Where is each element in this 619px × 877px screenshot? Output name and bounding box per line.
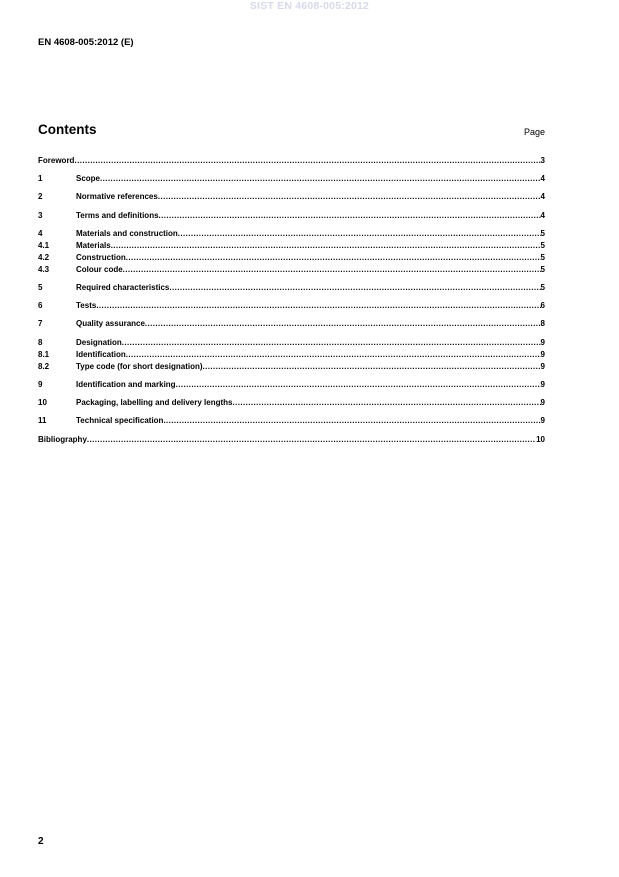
toc-entry-number: 4.1	[38, 241, 50, 250]
toc-entry-foreword[interactable]	[38, 155, 545, 167]
toc-entry-page: 9	[540, 416, 545, 425]
toc-entry-1[interactable]	[38, 173, 545, 185]
contents-title: Contents	[38, 122, 97, 137]
toc-entry-title: Required characteristics	[76, 283, 170, 292]
toc-dot-leader	[169, 282, 540, 294]
toc-entry-page: 5	[540, 253, 545, 262]
toc-entry-page: 9	[540, 398, 545, 407]
toc-entry-page: 8	[540, 319, 545, 328]
toc-dot-leader	[176, 379, 541, 391]
toc-dot-leader	[145, 318, 541, 330]
toc-entry-number: 4.3	[38, 265, 50, 274]
toc-entry-8-1[interactable]	[38, 349, 545, 361]
toc-entry-number: 2	[38, 192, 43, 201]
toc-entry-page: 5	[540, 229, 545, 238]
toc-dot-leader	[158, 191, 541, 203]
toc-entry-title: Materials and construction	[76, 229, 178, 238]
toc-entry-page: 9	[540, 350, 545, 359]
toc-entry-number: 9	[38, 380, 43, 389]
toc-entry-title: Materials	[76, 241, 111, 250]
toc-entry-number: 8	[38, 338, 43, 347]
toc-entry-page: 9	[540, 338, 545, 347]
toc-entry-page: 9	[540, 362, 545, 371]
toc-entry-page: 4	[540, 211, 545, 220]
page-column-heading: Page	[523, 127, 545, 137]
toc-entry-10[interactable]	[38, 397, 545, 409]
toc-entry-number: 3	[38, 211, 43, 220]
toc-entry-title: Colour code	[76, 265, 123, 274]
toc-dot-leader	[96, 300, 540, 312]
toc-entry-number: 11	[38, 416, 47, 425]
toc-entry-page: 4	[540, 174, 545, 183]
toc-entry-8[interactable]	[38, 337, 545, 349]
toc-dot-leader	[159, 210, 541, 222]
toc-entry-title: Scope	[76, 174, 101, 183]
toc-dot-leader	[74, 155, 540, 167]
toc-entry-page: 4	[540, 192, 545, 201]
toc-entry-page: 6	[540, 301, 545, 310]
toc-entry-9[interactable]	[38, 379, 545, 391]
toc-entry-title: Foreword	[38, 156, 75, 165]
toc-entry-title: Tests	[76, 301, 97, 310]
toc-entry-4-2[interactable]	[38, 252, 545, 264]
toc-entry-11[interactable]	[38, 415, 545, 427]
toc-dot-leader	[178, 228, 541, 240]
toc-entry-4-3[interactable]	[38, 264, 545, 276]
document-id: EN 4608-005:2012 (E)	[38, 37, 134, 48]
toc-entry-number: 8.2	[38, 362, 50, 371]
toc-entry-title: Designation	[76, 338, 122, 347]
toc-entry-bibliography[interactable]	[38, 434, 545, 446]
toc-entry-number: 8.1	[38, 350, 50, 359]
toc-entry-title: Quality assurance	[76, 319, 145, 328]
toc-entry-4-1[interactable]	[38, 240, 545, 252]
table-of-contents	[38, 0, 545, 877]
toc-dot-leader	[87, 434, 536, 446]
toc-dot-leader	[203, 361, 541, 373]
toc-entry-title: Technical specification	[76, 416, 164, 425]
toc-entry-2[interactable]	[38, 191, 545, 203]
toc-entry-number: 4.2	[38, 253, 50, 262]
toc-dot-leader	[126, 252, 541, 264]
toc-entry-title: Packaging, labelling and delivery lengths	[76, 398, 233, 407]
toc-entry-page: 5	[540, 241, 545, 250]
toc-entry-title: Normative references	[76, 192, 158, 201]
toc-entry-number: 10	[38, 398, 47, 407]
toc-entry-number: 4	[38, 229, 43, 238]
toc-entry-number: 6	[38, 301, 43, 310]
page-number: 2	[38, 836, 44, 847]
toc-entry-number: 5	[38, 283, 43, 292]
toc-entry-page: 5	[540, 265, 545, 274]
toc-entry-title: Identification and marking	[76, 380, 176, 389]
toc-entry-title: Construction	[76, 253, 126, 262]
toc-entry-title: Bibliography	[38, 435, 87, 444]
toc-entry-page: 9	[540, 380, 545, 389]
toc-entry-title: Identification	[76, 350, 126, 359]
toc-entry-number: 1	[38, 174, 43, 183]
toc-dot-leader	[123, 264, 541, 276]
toc-entry-5[interactable]	[38, 282, 545, 294]
toc-entry-7[interactable]	[38, 318, 545, 330]
toc-entry-4[interactable]	[38, 228, 545, 240]
toc-dot-leader	[122, 337, 541, 349]
toc-entry-title: Type code (for short designation)	[76, 362, 203, 371]
toc-entry-page: 10	[536, 435, 545, 444]
toc-entry-title: Terms and definitions	[76, 211, 159, 220]
toc-entry-page: 3	[540, 156, 545, 165]
toc-dot-leader	[100, 173, 541, 185]
toc-entry-8-2[interactable]	[38, 361, 545, 373]
toc-dot-leader	[163, 415, 540, 427]
toc-dot-leader	[111, 240, 541, 252]
toc-entry-6[interactable]	[38, 300, 545, 312]
watermark: SIST EN 4608-005:2012	[249, 0, 370, 12]
toc-dot-leader	[126, 349, 541, 361]
toc-dot-leader	[233, 397, 541, 409]
toc-entry-page: 5	[540, 283, 545, 292]
toc-entry-number: 7	[38, 319, 43, 328]
toc-entry-3[interactable]	[38, 210, 545, 222]
